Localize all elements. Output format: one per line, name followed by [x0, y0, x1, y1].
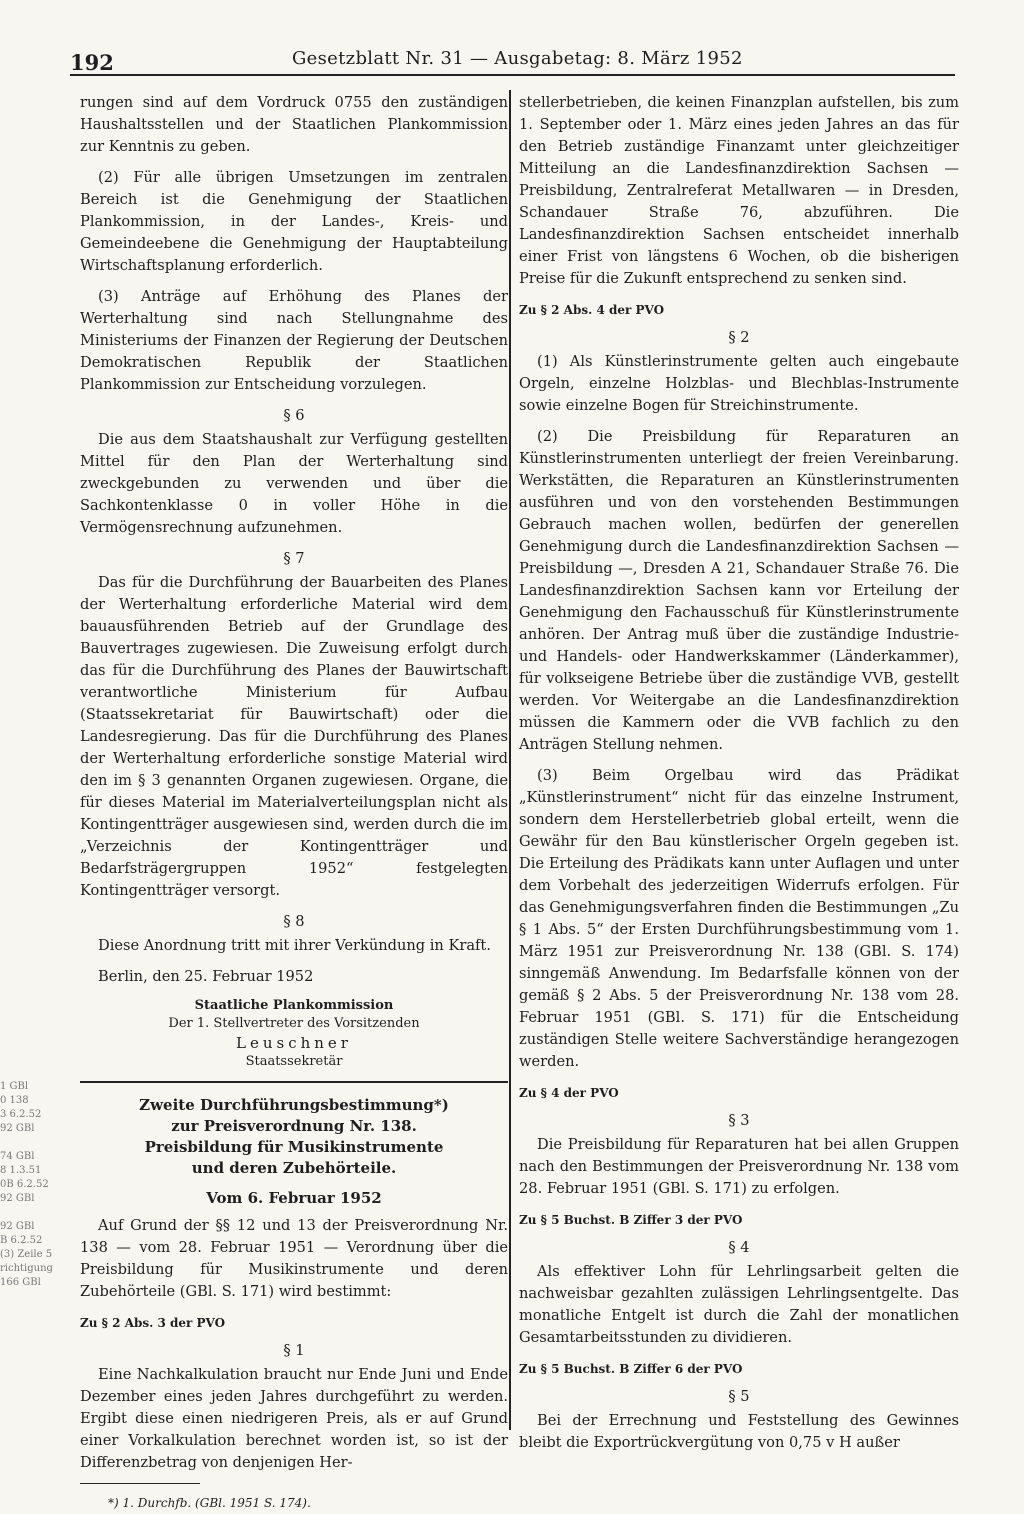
section-heading: § 6 [283, 407, 305, 424]
footnote-rule [80, 1483, 200, 1484]
paragraph: Diese Anordnung tritt mit ihrer Verkündung in Kraft. [98, 937, 491, 954]
reference-heading: Zu § 4 der PVO [519, 1086, 619, 1100]
paragraph: (3) Beim Orgelbau wird das Prädikat „Künstlerinstrument“ nicht für das einzelne Instrument, sondern dem Herstellerbetrieb global erteilt, wenn die Gewähr für den Bau künstlerischer Orgeln gegeben ist. Die Erteilung des Prädikats kann unter Auflagen und unter dem Vorbehalt des jederzeitigen Widerrufs erfolgen. Für das Genehmigungsverfahren finden die Bestimmungen „Zu § 1 Abs. 5“ der Ersten Durchführungsbestimmung vom 1. März 1951 zur Preisverordnung Nr. 138 (GBl. S. 174) sinngemäß Anwendung. Im Bedarfsfalle können von der gemäß § 2 Abs. 5 der Preisverordnung Nr. 138 vom 28. Februar 1951 (GBl. S. 171) für die Entscheidung zuständigen Stelle weitere Sachverständige herangezogen werden. [519, 767, 959, 1070]
margin-note: B 6.2.52 [0, 1235, 43, 1246]
margin-note: 92 GBl [0, 1221, 35, 1232]
divider [80, 1081, 508, 1083]
title-line: Preisbildung für Musikinstrumente [144, 1138, 444, 1156]
margin-note: 0B 6.2.52 [0, 1179, 49, 1190]
margin-note-group [0, 1220, 72, 1290]
section-heading: § 2 [728, 329, 750, 346]
margin-note: 8 1.3.51 [0, 1165, 42, 1176]
margin-note: 0 138 [0, 1095, 29, 1106]
reference-heading: Zu § 2 Abs. 3 der PVO [80, 1316, 226, 1330]
signature-role: Der 1. Stellvertreter des Vorsitzenden [168, 1016, 420, 1031]
gazette-title: Gesetzblatt Nr. 31 — Ausgabetag: 8. März 1952 [292, 48, 743, 69]
title-line: Zweite Durchführungsbestimmung*) [139, 1096, 449, 1114]
paragraph: Das für die Durchführung der Bauarbeiten des Planes der Werterhaltung erforderliche Material wird dem bauausführenden Betrieb auf der Grundlage des Bauvertrages zugewiesen. Die Zuweisung erfolgt durch das für die Durchführung des Planes der Bauwirtschaft verantwortliche Ministerium für Aufbau (Staatssekretariat für Bauwirtschaft) oder die Landesregierung. Das für die Durchführung des Planes der Werterhaltung erforderliche sonstige Material wird den im § 3 genannten Organen zugewiesen. Organe, die für dieses Material im Materialverteilungsplan nicht als Kontingentträger ausgewiesen sind, werden durch die im „Verzeichnis der Kontingentträger und Bedarfsträgergruppen 1952“ festgelegten Kontingentträger versorgt. [80, 574, 508, 899]
paragraph: Bei der Errechnung und Feststellung des Gewinnes bleibt die Exportrückvergütung von 0,75 v H außer [519, 1412, 959, 1451]
paragraph: (2) Die Preisbildung für Reparaturen an Künstlerinstrumenten unterliegt der freien Vereinbarung. Werkstätten, die Reparaturen an Künstlerinstrumenten ausführen und von den vorstehenden Bestimmungen Gebrauch machen wollen, bedürfen der generellen Genehmigung durch die Landesfinanzdirektion Sachsen — Preisbildung —, Dresden A 21, Schandauer Straße 76. Die Landesfinanzdirektion Sachsen kann vor Erteilung der Genehmigung den Fachausschuß für Künstlerinstrumente anhören. Der Antrag muß über die zuständige Industrie- und Handels- oder Handwerkskammer (Länderkammer), für volkseigene Betriebe über die zuständige VVB, gestellt werden. Vor Weitergabe an die Landesfinanzdirektion müssen die Kammern oder die VVB fachlich zu den Anträgen Stellung nehmen. [519, 428, 959, 753]
page-number: 192 [70, 50, 114, 75]
margin-note-group [0, 1150, 72, 1206]
page-header [70, 44, 965, 76]
section-heading: § 8 [283, 913, 305, 930]
paragraph: Eine Nachkalkulation braucht nur Ende Juni und Ende Dezember eines jeden Jahres durchgeführt zu werden. Ergibt diese einen niedrigeren Preis, als er auf Grund einer Vorkalkulation berechnet worden ist, so ist der Differenzbetrag von denjenigen Her- [80, 1366, 508, 1471]
paragraph: rungen sind auf dem Vordruck 0755 den zuständigen Haushaltsstellen und der Staatlichen Plankommission zur Kenntnis zu geben. [80, 94, 508, 155]
section-heading: § 1 [283, 1342, 305, 1359]
paragraph: (1) Als Künstlerinstrumente gelten auch eingebaute Orgeln, einzelne Holzblas- und Blechblas-Instrumente sowie einzelne Bogen für Streichinstrumente. [519, 353, 959, 414]
margin-note: 3 6.2.52 [0, 1109, 42, 1120]
title-line: und deren Zubehörteile. [191, 1159, 397, 1177]
paragraph: Die aus dem Staatshaushalt zur Verfügung gestellten Mittel für den Plan der Werterhaltung sind zweckgebunden zu verwenden und über die Sachkontenklasse 0 in voller Höhe in die Vermögensrechnung aufzunehmen. [80, 431, 508, 536]
margin-note: 74 GBl [0, 1151, 35, 1162]
section-heading: § 7 [283, 550, 305, 567]
document-date: Vom 6. Februar 1952 [206, 1189, 382, 1207]
header-rule [70, 74, 955, 76]
margin-notes [0, 1080, 72, 1304]
paragraph: stellerbetrieben, die keinen Finanzplan aufstellen, bis zum 1. September oder 1. März eines jeden Jahres an das für den Betrieb zuständige Finanzamt unter gleichzeitiger Mitteilung an die Landesfinanzdirektion Sachsen — Preisbildung, Zentralreferat Metallwaren — in Dresden, Schandauer Straße 76, abzuführen. Die Landesfinanzdirektion Sachsen entscheidet innerhalb einer Frist von längstens 6 Wochen, ob die bisherigen Preise für die Zukunft entsprechend zu senken sind. [519, 94, 959, 287]
paragraph: (2) Für alle übrigen Umsetzungen im zentralen Bereich ist die Genehmigung der Staatlichen Plankommission, in der Landes-, Kreis- und Gemeindeebene die Genehmigung der Hauptabteilung Wirtschaftsplanung erforderlich. [80, 169, 508, 274]
title-line: zur Preisverordnung Nr. 138. [171, 1117, 417, 1135]
place-date: Berlin, den 25. Februar 1952 [98, 968, 314, 985]
document-title [80, 1095, 508, 1179]
column-divider [509, 90, 511, 1430]
paragraph: (3) Anträge auf Erhöhung des Planes der Werterhaltung sind nach Stellungnahme des Ministeriums der Finanzen der Regierung der Deutschen Demokratischen Republik der Staatlichen Plankommission zur Entscheidung vorzulegen. [80, 288, 508, 393]
margin-note-group [0, 1080, 72, 1136]
section-heading: § 4 [728, 1239, 750, 1256]
margin-note: richtigung [0, 1263, 53, 1274]
signature-title: Staatssekretär [245, 1054, 343, 1069]
section-heading: § 3 [728, 1112, 750, 1129]
left-column [80, 92, 508, 1514]
reference-heading: Zu § 2 Abs. 4 der PVO [519, 303, 665, 317]
signature-organization: Staatliche Plankommission [194, 998, 394, 1013]
margin-note: 92 GBl [0, 1123, 35, 1134]
right-column [519, 92, 959, 1463]
margin-note: (3) Zeile 5 [0, 1249, 53, 1260]
signature-name: Leuschner [236, 1034, 352, 1052]
section-heading: § 5 [728, 1388, 750, 1405]
paragraph: Auf Grund der §§ 12 und 13 der Preisverordnung Nr. 138 — vom 28. Februar 1951 — Verordnung über die Preisbildung für Musikinstrumente und deren Zubehörteile (GBl. S. 171) wird bestimmt: [80, 1217, 508, 1300]
paragraph: Als effektiver Lohn für Lehrlingsarbeit gelten die nachweisbar gezahlten zulässigen Lehrlingsentgelte. Das monatliche Entgelt ist durch die Zahl der monatlichen Gesamtarbeitsstunden zu dividieren. [519, 1263, 959, 1346]
margin-note: 166 GBl [0, 1277, 41, 1288]
margin-note: 92 GBl [0, 1193, 35, 1204]
reference-heading: Zu § 5 Buchst. B Ziffer 6 der PVO [519, 1362, 743, 1376]
reference-heading: Zu § 5 Buchst. B Ziffer 3 der PVO [519, 1213, 743, 1227]
paragraph: Die Preisbildung für Reparaturen hat bei allen Gruppen nach den Bestimmungen der Preisverordnung Nr. 138 vom 28. Februar 1951 (GBl. S. 171) zu erfolgen. [519, 1136, 959, 1197]
footnote: *) 1. Durchfb. (GBl. 1951 S. 174). [108, 1496, 311, 1510]
margin-note: 1 GBl [0, 1081, 29, 1092]
